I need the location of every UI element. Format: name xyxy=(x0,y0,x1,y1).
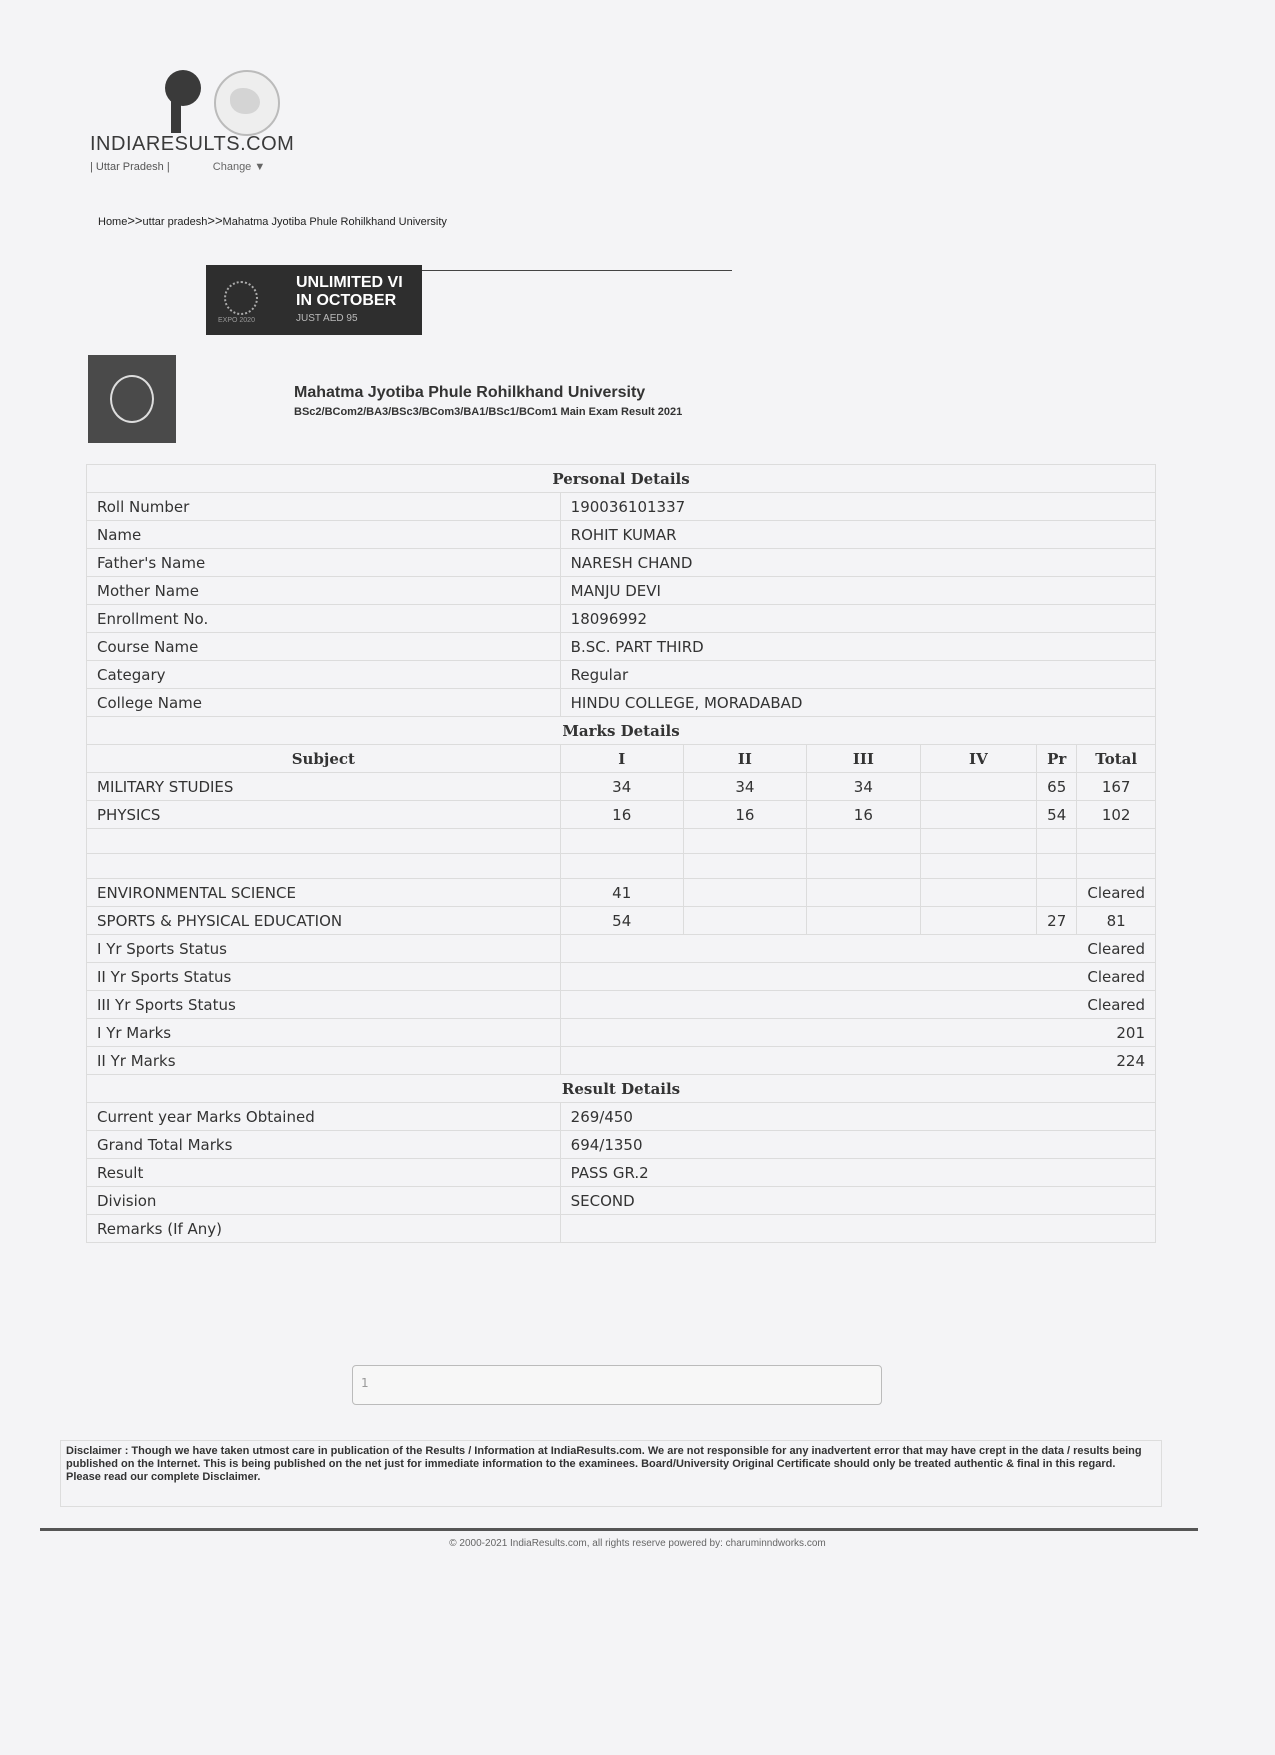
mark-total: 167 xyxy=(1077,773,1156,801)
personal-row xyxy=(87,633,1156,661)
state-selector xyxy=(90,161,265,173)
state-emblem-icon xyxy=(214,70,280,136)
page-number-box[interactable] xyxy=(352,1365,882,1405)
status-value: 224 xyxy=(560,1047,1155,1075)
field-label: Name xyxy=(87,521,561,549)
col-header-iv: IV xyxy=(920,745,1036,773)
col-header-total: Total xyxy=(1077,745,1156,773)
personal-row xyxy=(87,521,1156,549)
field-label: Roll Number xyxy=(87,493,561,521)
breadcrumb-university[interactable]: Mahatma Jyotiba Phule Rohilkhand University xyxy=(222,216,447,228)
mark-i: 16 xyxy=(560,801,683,829)
marks-details-heading: Marks Details xyxy=(87,717,1156,745)
field-label: Division xyxy=(87,1187,561,1215)
site-logo[interactable]: INDIARESULTS.COM xyxy=(90,133,295,155)
exam-name: BSc2/BCom2/BA3/BSc3/BCom3/BA1/BSc1/BCom1 Main Exam Result 2021 xyxy=(294,406,683,418)
breadcrumb-state[interactable]: uttar pradesh xyxy=(142,216,208,228)
status-row xyxy=(87,1019,1156,1047)
site-logo-figure-base xyxy=(171,95,181,133)
status-value: Cleared xyxy=(560,991,1155,1019)
personal-row xyxy=(87,689,1156,717)
mark-iii: 34 xyxy=(807,773,921,801)
page-number: 1 xyxy=(361,1376,369,1390)
mark-ii: 16 xyxy=(683,801,806,829)
result-row xyxy=(87,1215,1156,1243)
personal-details-heading: Personal Details xyxy=(87,465,1156,493)
university-logo xyxy=(88,355,176,443)
subject-name: SPORTS & PHYSICAL EDUCATION xyxy=(87,907,561,935)
status-value: Cleared xyxy=(560,935,1155,963)
field-label: Result xyxy=(87,1159,561,1187)
mark-iv xyxy=(920,801,1036,829)
mark-pr: 54 xyxy=(1037,801,1077,829)
field-label: Father's Name xyxy=(87,549,561,577)
status-label: II Yr Sports Status xyxy=(87,963,561,991)
col-header-ii: II xyxy=(683,745,806,773)
field-label: Remarks (If Any) xyxy=(87,1215,561,1243)
subject-row-sports xyxy=(87,907,1156,935)
subject-name: PHYSICS xyxy=(87,801,561,829)
field-value: 18096992 xyxy=(560,605,1155,633)
mark-pr: 27 xyxy=(1037,907,1077,935)
breadcrumb-separator: >> xyxy=(207,213,223,228)
field-value: HINDU COLLEGE, MORADABAD xyxy=(560,689,1155,717)
personal-row xyxy=(87,549,1156,577)
field-value: SECOND xyxy=(560,1187,1155,1215)
field-value: 694/1350 xyxy=(560,1131,1155,1159)
result-details-heading: Result Details xyxy=(87,1075,1156,1103)
field-label: Course Name xyxy=(87,633,561,661)
change-state-link[interactable]: Change ▼ xyxy=(212,161,266,173)
field-value: ROHIT KUMAR xyxy=(560,521,1155,549)
field-value: 190036101337 xyxy=(560,493,1155,521)
university-seal-icon xyxy=(110,375,154,423)
status-label: III Yr Sports Status xyxy=(87,991,561,1019)
mark-iii: 16 xyxy=(807,801,921,829)
mark-total: 102 xyxy=(1077,801,1156,829)
breadcrumb-separator: >> xyxy=(127,213,143,228)
ad-subtitle: JUST AED 95 xyxy=(296,313,358,324)
mark-total: 81 xyxy=(1077,907,1156,935)
mark-total: Cleared xyxy=(1077,879,1156,907)
subject-row-env xyxy=(87,879,1156,907)
field-value: MANJU DEVI xyxy=(560,577,1155,605)
status-label: I Yr Marks xyxy=(87,1019,561,1047)
subject-name: ENVIRONMENTAL SCIENCE xyxy=(87,879,561,907)
result-row xyxy=(87,1159,1156,1187)
ad-divider xyxy=(420,270,732,271)
field-value: 269/450 xyxy=(560,1103,1155,1131)
personal-row xyxy=(87,577,1156,605)
personal-row xyxy=(87,605,1156,633)
advertisement-banner[interactable] xyxy=(206,265,422,335)
result-row xyxy=(87,1131,1156,1159)
field-label: Mother Name xyxy=(87,577,561,605)
ad-title: UNLIMITED VI IN OCTOBER xyxy=(296,274,403,309)
disclaimer-text: Disclaimer : Though we have taken utmost care in publication of the Results / Information at IndiaResults.com. We are not responsible for any inadvertent error that may have crept in the data / results being published on the Internet. This is being published on the net just for immediate information to the examinees. Board/University Original Certificate should only be treated authentic & final in this regard. Please read our complete Disclaimer. xyxy=(66,1445,1142,1483)
mark-i: 34 xyxy=(560,773,683,801)
status-label: I Yr Sports Status xyxy=(87,935,561,963)
marks-header-row xyxy=(87,745,1156,773)
field-label: Categary xyxy=(87,661,561,689)
status-row xyxy=(87,1047,1156,1075)
footer-divider xyxy=(40,1528,1198,1531)
col-header-i: I xyxy=(560,745,683,773)
result-row xyxy=(87,1103,1156,1131)
ad-brand: EXPO 2020 xyxy=(218,317,255,324)
breadcrumb xyxy=(98,213,447,228)
field-value: Regular xyxy=(560,661,1155,689)
subject-row xyxy=(87,801,1156,829)
field-value: NARESH CHAND xyxy=(560,549,1155,577)
mark-pr: 65 xyxy=(1037,773,1077,801)
empty-row xyxy=(87,829,1156,854)
personal-row xyxy=(87,661,1156,689)
subject-row xyxy=(87,773,1156,801)
mark-ii: 34 xyxy=(683,773,806,801)
col-header-iii: III xyxy=(807,745,921,773)
field-label: College Name xyxy=(87,689,561,717)
state-name: | Uttar Pradesh | xyxy=(90,161,170,173)
mark-i: 41 xyxy=(560,879,683,907)
empty-row xyxy=(87,854,1156,879)
mark-iv xyxy=(920,773,1036,801)
status-value: Cleared xyxy=(560,963,1155,991)
col-header-pr: Pr xyxy=(1037,745,1077,773)
field-value xyxy=(560,1215,1155,1243)
status-row xyxy=(87,991,1156,1019)
field-value: B.SC. PART THIRD xyxy=(560,633,1155,661)
field-label: Enrollment No. xyxy=(87,605,561,633)
col-header-subject: Subject xyxy=(87,745,561,773)
field-value: PASS GR.2 xyxy=(560,1159,1155,1187)
field-label: Current year Marks Obtained xyxy=(87,1103,561,1131)
university-name: Mahatma Jyotiba Phule Rohilkhand University xyxy=(294,384,646,401)
status-label: II Yr Marks xyxy=(87,1047,561,1075)
subject-name: MILITARY STUDIES xyxy=(87,773,561,801)
status-row xyxy=(87,963,1156,991)
result-table xyxy=(86,464,1156,1243)
breadcrumb-home[interactable]: Home xyxy=(98,216,128,228)
expo-emblem-icon xyxy=(224,281,258,315)
result-row xyxy=(87,1187,1156,1215)
personal-row xyxy=(87,493,1156,521)
status-row xyxy=(87,935,1156,963)
mark-i: 54 xyxy=(560,907,683,935)
copyright: © 2000-2021 IndiaResults.com, all rights reserve powered by: charuminndworks.com xyxy=(449,1538,826,1549)
field-label: Grand Total Marks xyxy=(87,1131,561,1159)
status-value: 201 xyxy=(560,1019,1155,1047)
